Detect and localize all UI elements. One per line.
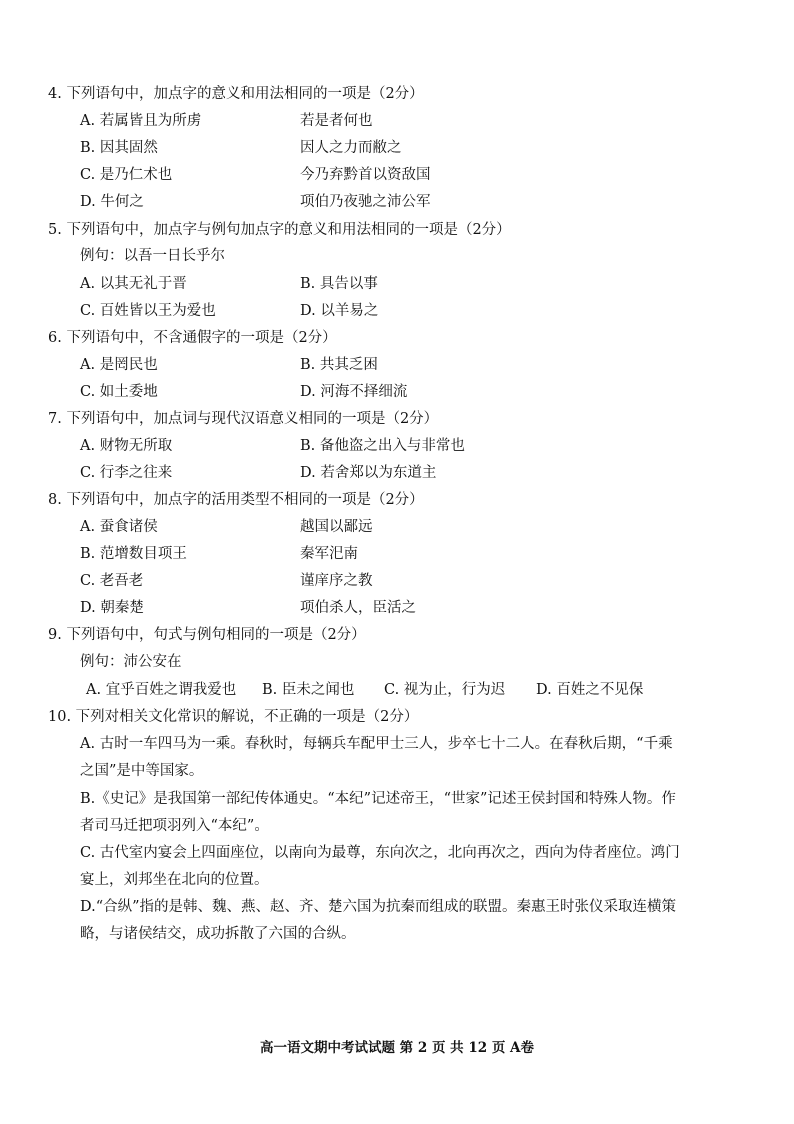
- q8-option-d: D. 朝秦楚: [80, 600, 144, 616]
- q7-option-d: D. 若舍郑以为东道主: [300, 465, 437, 481]
- q5-option-b: B. 具告以事: [300, 276, 378, 292]
- q9-option-a: A. 宜乎百姓之谓我爱也: [86, 682, 237, 698]
- q9-option-c: C. 视为止，行为迟: [384, 682, 506, 698]
- q10-option-b: B.《史记》是我国第一部纪传体通史。“本纪”记述帝王，“世家”记述王侯封国和特殊人物。作者司马迁把项羽列入“本纪”。: [80, 791, 676, 834]
- question-9-stem: 9. 下列语句中，句式与例句相同的一项是（2分）: [48, 627, 366, 643]
- page-footer: 高一语文期中考试试题 第 2 页 共 12 页 A卷: [259, 1040, 535, 1056]
- q4-option-d: D. 牛何之: [80, 194, 144, 210]
- question-5-stem: 5. 下列语句中，加点字与例句加点字的意义和用法相同的一项是（2分）: [48, 222, 511, 238]
- q8-option-b-pair: 秦军汜南: [300, 546, 358, 562]
- q4-option-b-pair: 因人之力而敝之: [300, 140, 402, 156]
- q5-example: 例句：以吾一日长乎尔: [80, 248, 225, 264]
- q8-option-c-pair: 谨庠序之教: [300, 573, 373, 589]
- q7-option-b: B. 备他盗之出入与非常也: [300, 438, 465, 454]
- q5-option-c: C. 百姓皆以王为爱也: [80, 303, 216, 319]
- q4-option-d-pair: 项伯乃夜驰之沛公军: [300, 194, 431, 210]
- question-8-stem: 8. 下列语句中，加点字的活用类型不相同的一项是（2分）: [48, 492, 424, 508]
- q7-option-a: A. 财物无所取: [80, 438, 173, 454]
- q6-option-d: D. 河海不择细流: [300, 384, 408, 400]
- q8-option-a-pair: 越国以鄙远: [300, 519, 373, 535]
- question-6-stem: 6. 下列语句中，不含通假字的一项是（2分）: [48, 330, 337, 346]
- q5-option-a: A. 以其无礼于晋: [80, 276, 187, 292]
- q10-option-c: C. 古代室内宴会上四面座位，以南向为最尊，东向次之，北向再次之，西向为侍者座位。鸿门宴上，刘邦坐在北向的位置。: [80, 845, 680, 888]
- q6-option-c: C. 如土委地: [80, 384, 158, 400]
- q8-option-c: C. 老吾老: [80, 573, 144, 589]
- question-10-stem: 10. 下列对相关文化常识的解说，不正确的一项是（2分）: [48, 709, 419, 725]
- q4-option-c: C. 是乃仁术也: [80, 167, 173, 183]
- q8-option-d-pair: 项伯杀人，臣活之: [300, 600, 416, 616]
- q7-option-c: C. 行李之往来: [80, 465, 173, 481]
- q4-option-b: B. 因其固然: [80, 140, 158, 156]
- question-4-stem: 4. 下列语句中，加点字的意义和用法相同的一项是（2分）: [48, 86, 424, 102]
- q10-option-d: D.“合纵”指的是韩、魏、燕、赵、齐、楚六国为抗秦而组成的联盟。秦惠王时张仪采取连横策略，与诸侯结交，成功拆散了六国的合纵。: [80, 899, 677, 942]
- q4-option-c-pair: 今乃弃黔首以资敌国: [300, 167, 431, 183]
- q8-option-b: B. 范增数目项王: [80, 546, 187, 562]
- q4-option-a: A. 若属皆且为所虏: [80, 113, 202, 129]
- q4-option-a-pair: 若是者何也: [300, 113, 373, 129]
- q6-option-a: A. 是罔民也: [80, 357, 158, 373]
- q9-option-b: B. 臣未之闻也: [262, 682, 355, 698]
- q10-option-a: A. 古时一车四马为一乘。春秋时，每辆兵车配甲士三人，步卒七十二人。在春秋后期，“千乘之国”是中等国家。: [80, 736, 673, 779]
- q5-option-d: D. 以羊易之: [300, 303, 379, 319]
- question-7-stem: 7. 下列语句中，加点词与现代汉语意义相同的一项是（2分）: [48, 411, 439, 427]
- q6-option-b: B. 共其乏困: [300, 357, 378, 373]
- q8-option-a: A. 蚕食诸侯: [80, 519, 158, 535]
- q9-option-d: D. 百姓之不见保: [536, 682, 644, 698]
- q9-example: 例句：沛公安在: [80, 654, 182, 670]
